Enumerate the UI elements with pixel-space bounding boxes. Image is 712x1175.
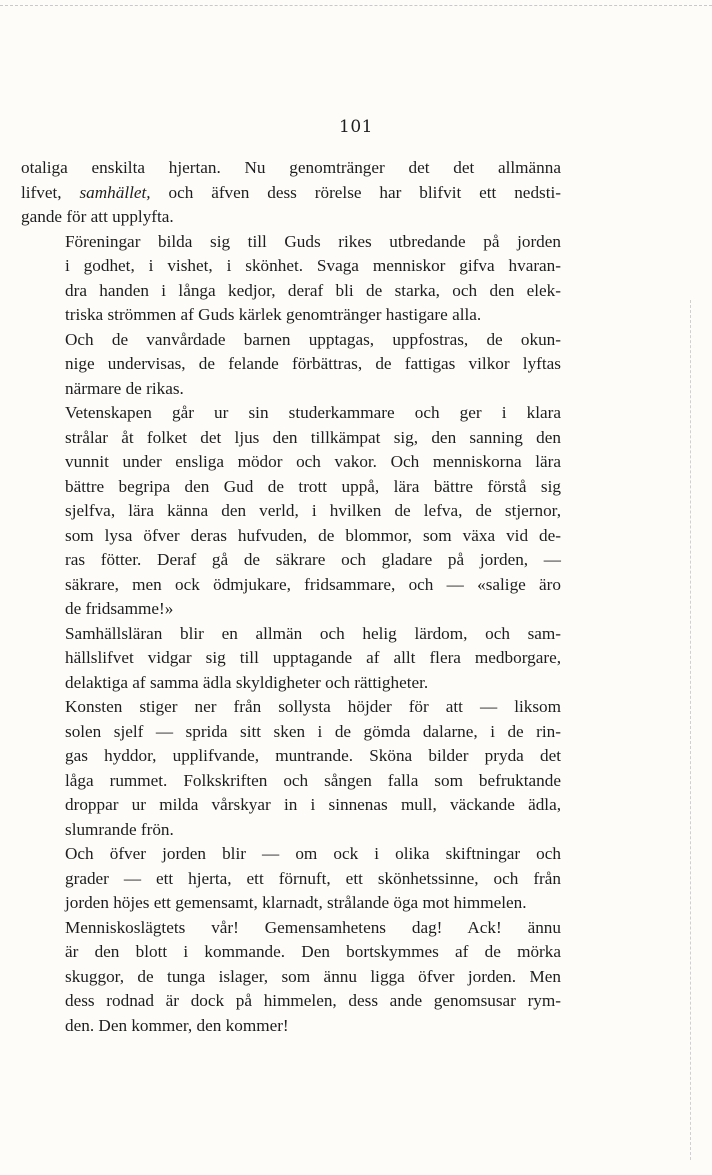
text-segment: Och de vanvårdade barnen upptagas, uppfostras, de okun-	[65, 329, 561, 349]
text-line	[21, 499, 561, 524]
text-line	[21, 867, 561, 892]
text-line	[21, 401, 561, 426]
text-segment: som lysa öfver deras hufvuden, de blommor, som växa vid de-	[65, 525, 561, 545]
text-segment: vunnit under ensliga mödor och vakor. Och menniskorna lära	[65, 452, 561, 471]
text-segment: triska strömmen af Guds kärlek genomtränger hastigare alla.	[65, 305, 482, 324]
text-segment: låga rummet. Folkskriften och sången falla som befruktande	[65, 770, 561, 790]
italic-term: samhället,	[79, 182, 151, 202]
text-line	[21, 254, 561, 279]
text-segment: säkrare, men ock ödmjukare, fridsammare, och — «salige äro	[65, 574, 561, 594]
text-line	[21, 548, 561, 573]
paragraph	[21, 695, 561, 842]
text-line	[21, 646, 561, 671]
text-line	[21, 769, 561, 794]
scan-edge-right	[690, 300, 691, 1160]
text-segment: den. Den kommer, den kommer!	[65, 1015, 289, 1035]
text-line	[21, 842, 561, 867]
text-segment: Konsten stiger ner från sollysta höjder för att — liksom	[65, 697, 561, 716]
text-segment: Föreningar bilda sig till Guds rikes utbredande på jorden	[65, 231, 561, 251]
text-segment: Samhällsläran blir en allmän och helig lärdom, och sam-	[65, 623, 561, 643]
text-line	[21, 426, 561, 451]
paragraph	[21, 401, 561, 622]
text-segment: gas hyddor, upplifvande, muntrande. Sköna bilder pryda det	[65, 746, 561, 765]
text-line	[21, 279, 561, 304]
text-segment: grader — ett hjerta, ett förnuft, ett skönhetssinne, och från	[65, 868, 561, 888]
text-segment: jorden höjes ett gemensamt, klarnadt, strålande öga mot himmelen.	[65, 893, 527, 912]
text-line	[21, 156, 561, 181]
text-segment: ras fötter. Deraf gå de säkrare och gladare på jorden, —	[65, 550, 561, 569]
paragraph	[21, 230, 561, 328]
text-segment: hällslifvet vidgar sig till upptagande af allt flera medborgare,	[65, 648, 561, 667]
text-segment: sjelfva, lära känna den verld, i hvilken de lefva, de stjernor,	[65, 501, 561, 520]
text-line	[21, 303, 561, 328]
text-segment: solen sjelf — sprida sitt sken i de gömda dalarne, i de rin-	[65, 721, 561, 741]
text-line	[21, 573, 561, 598]
text-line	[21, 524, 561, 549]
text-line	[21, 352, 561, 377]
text-line	[21, 916, 561, 941]
text-segment: lifvet,	[21, 182, 80, 202]
paragraph	[21, 328, 561, 402]
text-segment: otaliga enskilta hjertan. Nu genomtränger det det allmänna	[21, 158, 561, 177]
page-number: 101	[339, 117, 373, 137]
text-line	[21, 1014, 561, 1039]
text-segment: droppar ur milda vårskyar in i sinnenas mull, väckande ädla,	[65, 795, 561, 814]
text-segment: de fridsamme!»	[65, 599, 174, 618]
text-line	[21, 695, 561, 720]
text-line	[21, 597, 561, 622]
text-segment: nige undervisas, de felande förbättras, de fattigas vilkor lyftas	[65, 354, 561, 373]
text-segment: delaktiga af samma ädla skyldigheter och rättigheter.	[65, 672, 429, 692]
paragraph	[21, 916, 561, 1039]
text-segment: och äfven dess rörelse har blifvit ett nedsti-	[150, 182, 561, 202]
text-line	[21, 181, 561, 206]
paragraph	[21, 842, 561, 916]
text-segment: i godhet, i vishet, i skönhet. Svaga menniskor gifva hvaran-	[65, 256, 561, 275]
text-line	[21, 328, 561, 353]
text-line	[21, 450, 561, 475]
text-segment: Menniskoslägtets vår! Gemensamhetens dag! Ack! ännu	[65, 917, 561, 937]
text-line	[21, 965, 561, 990]
paragraph	[21, 622, 561, 696]
text-line	[21, 818, 561, 843]
text-segment: skuggor, de tunga islager, som ännu ligga öfver jorden. Men	[65, 966, 561, 986]
text-line	[21, 989, 561, 1014]
text-line	[21, 622, 561, 647]
body-text	[21, 156, 561, 1038]
text-segment: dess rodnad är dock på himmelen, dess ande genomsusar rym-	[65, 991, 561, 1010]
text-line	[21, 377, 561, 402]
text-segment: Och öfver jorden blir — om ock i olika skiftningar och	[65, 844, 561, 863]
text-line	[21, 744, 561, 769]
text-line	[21, 671, 561, 696]
text-segment: bättre begripa den Gud de trott uppå, lära bättre förstå sig	[65, 476, 561, 496]
text-segment: dra handen i långa kedjor, deraf bli de starka, och den elek-	[65, 280, 561, 300]
text-line	[21, 720, 561, 745]
text-segment: slumrande frön.	[65, 819, 174, 839]
text-line	[21, 230, 561, 255]
text-segment: är den blott i kommande. Den bortskymmes af de mörka	[65, 942, 561, 961]
text-segment: Vetenskapen går ur sin studerkammare och ger i klara	[65, 403, 561, 422]
text-line	[21, 940, 561, 965]
text-segment: närmare de rikas.	[65, 378, 184, 398]
text-segment: gande för att upplyfta.	[21, 207, 174, 226]
text-line	[21, 205, 561, 230]
text-line	[21, 891, 561, 916]
text-line	[21, 793, 561, 818]
scan-edge-top	[0, 5, 712, 6]
text-line	[21, 475, 561, 500]
paragraph	[21, 156, 561, 230]
text-segment: strålar åt folket det ljus den tillkämpat sig, den sanning den	[65, 427, 561, 447]
